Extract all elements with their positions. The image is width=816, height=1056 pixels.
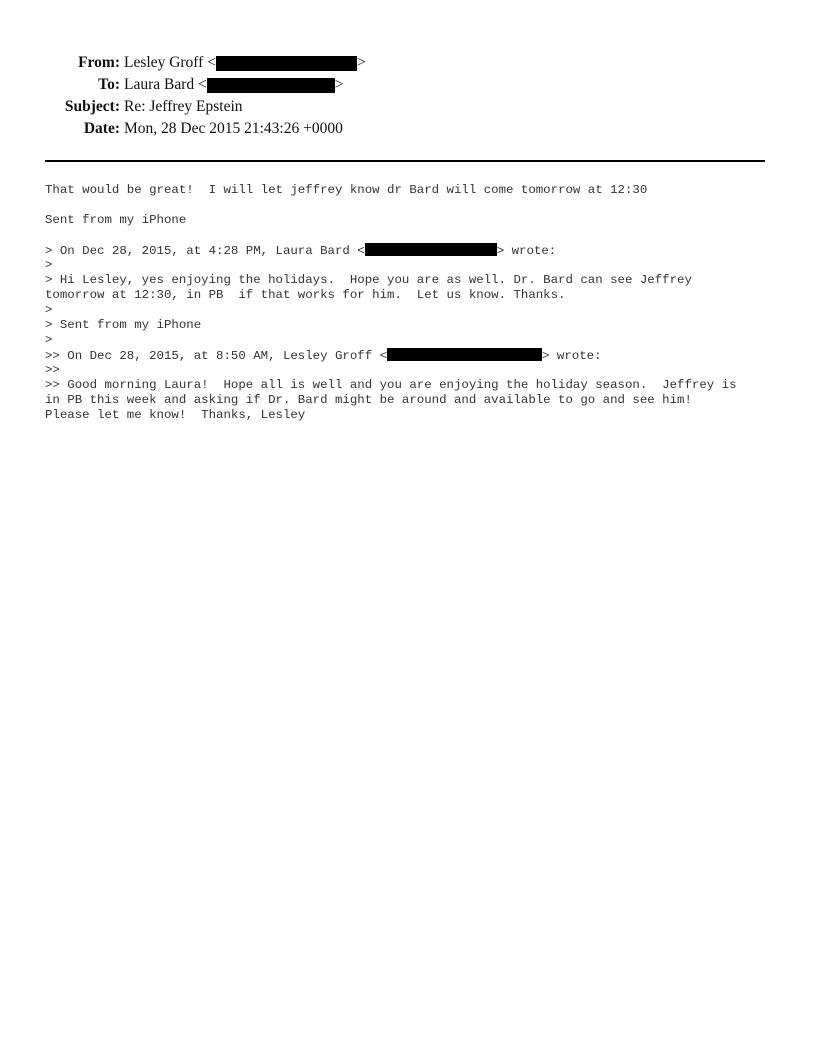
subject-value: Re: Jeffrey Epstein bbox=[124, 98, 243, 115]
quote-header-post: > wrote: bbox=[496, 244, 557, 258]
email-header bbox=[0, 52, 816, 140]
quote-header-line bbox=[45, 243, 785, 258]
to-value bbox=[120, 74, 344, 96]
from-open-bracket: < bbox=[207, 54, 216, 71]
date-label: Date: bbox=[83, 120, 120, 137]
email-body bbox=[45, 183, 785, 423]
from-row bbox=[0, 52, 816, 74]
quote-line: > bbox=[45, 333, 53, 347]
header-divider bbox=[45, 160, 765, 162]
quote-header-pre: >> On Dec 28, 2015, at 8:50 AM, Lesley Groff < bbox=[45, 349, 388, 363]
quote-header-pre: > On Dec 28, 2015, at 4:28 PM, Laura Bard < bbox=[45, 244, 365, 258]
blank-line bbox=[45, 228, 785, 243]
quote-line: > Hi Lesley, yes enjoying the holidays. Hope you are as well. Dr. Bard can see Jeffrey bbox=[45, 273, 692, 287]
to-name: Laura Bard bbox=[124, 76, 195, 93]
redaction-box bbox=[216, 56, 357, 71]
quote-line: in PB this week and asking if Dr. Bard might be around and available to go and see him! bbox=[45, 393, 692, 407]
quote-line: Please let me know! Thanks, Lesley bbox=[45, 408, 306, 422]
date-value: Mon, 28 Dec 2015 21:43:26 +0000 bbox=[124, 120, 343, 137]
blank-line bbox=[45, 198, 785, 213]
body-line: Sent from my iPhone bbox=[45, 213, 187, 227]
to-row bbox=[0, 74, 816, 96]
quote-header-post: > wrote: bbox=[542, 349, 602, 363]
quote-line: >> bbox=[45, 363, 60, 377]
from-close-bracket: > bbox=[356, 54, 366, 71]
redaction-box bbox=[207, 78, 335, 93]
date-row bbox=[0, 118, 816, 140]
quote-line: >> Good morning Laura! Hope all is well and you are enjoying the holiday season. Jeffrey is bbox=[45, 378, 737, 392]
body-line: That would be great! I will let jeffrey know dr Bard will come tomorrow at 12:30 bbox=[45, 183, 648, 197]
subject-row bbox=[0, 96, 816, 118]
subject-label: Subject: bbox=[64, 98, 120, 115]
redaction-box bbox=[387, 348, 542, 361]
quote-line: > Sent from my iPhone bbox=[45, 318, 202, 332]
to-open-bracket: < bbox=[198, 76, 207, 93]
from-name: Lesley Groff bbox=[124, 54, 204, 71]
quote-header-line bbox=[45, 348, 785, 363]
from-label: From: bbox=[78, 54, 120, 71]
from-value bbox=[120, 52, 366, 74]
to-label: To: bbox=[98, 76, 120, 93]
to-close-bracket: > bbox=[334, 76, 344, 93]
redaction-box bbox=[365, 243, 497, 256]
quote-line: > bbox=[45, 258, 53, 272]
quote-line: tomorrow at 12:30, in PB if that works for him. Let us know. Thanks. bbox=[45, 288, 566, 302]
quote-line: > bbox=[45, 303, 53, 317]
